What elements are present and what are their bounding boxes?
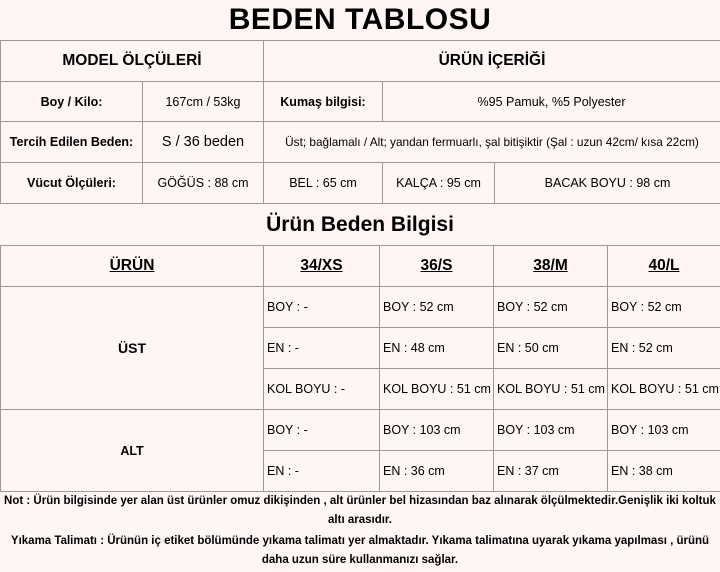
size-table — [0, 245, 720, 492]
table-cell: KOL BOYU : 51 cm — [380, 369, 494, 410]
fabric-value: %95 Pamuk, %5 Polyester — [383, 82, 720, 122]
size-header: 36/S — [380, 246, 494, 287]
table-cell: EN : 48 cm — [380, 328, 494, 369]
table-cell: BOY : 103 cm — [608, 410, 720, 451]
washing-instructions: Yıkama Talimatı : Ürünün iç etiket bölümünde yıkama talimatı yer almaktadır. Yıkama talimatına uyarak yıkama yapılması , ürünü daha uzun süre kullanmanızı sağlar. — [10, 535, 710, 566]
table-cell: EN : 38 cm — [608, 451, 720, 492]
bottom-garment-label: ALT — [1, 410, 264, 492]
height-weight-label: Boy / Kilo: — [1, 82, 143, 122]
waist-measure: BEL : 65 cm — [264, 163, 383, 204]
fabric-label: Kumaş bilgisi: — [264, 82, 383, 122]
product-description: Üst; bağlamalı / Alt; yandan fermuarlı, şal bitişiktir (Şal : uzun 42cm/ kısa 22cm) — [264, 122, 720, 163]
measurement-note: Not : Ürün bilgisinde yer alan üst ürünler omuz dikişinden , alt ürünler bel hizasından baz alınarak ölçülmektedir.Genişlik iki koltuk altı arasıdır. — [4, 495, 716, 526]
table-cell: BOY : 52 cm — [608, 287, 720, 328]
table-cell: BOY : 103 cm — [494, 410, 608, 451]
preferred-size-value: S / 36 beden — [143, 122, 264, 163]
table-cell: EN : - — [264, 451, 380, 492]
leg-length-measure: BACAK BOYU : 98 cm — [495, 163, 720, 204]
size-header: 40/L — [608, 246, 720, 287]
table-row — [1, 410, 720, 451]
body-measures-label: Vücut Ölçüleri: — [1, 163, 143, 204]
table-cell: BOY : 52 cm — [494, 287, 608, 328]
size-header: 38/M — [494, 246, 608, 287]
table-cell: EN : 37 cm — [494, 451, 608, 492]
height-weight-value: 167cm / 53kg — [143, 82, 264, 122]
table-cell: BOY : - — [264, 410, 380, 451]
model-info-table — [0, 40, 720, 204]
table-cell: EN : 50 cm — [494, 328, 608, 369]
notes-section — [0, 492, 720, 570]
size-header: 34/XS — [264, 246, 380, 287]
table-cell: EN : - — [264, 328, 380, 369]
table-cell: KOL BOYU : 51 cm — [494, 369, 608, 410]
size-section-title: Ürün Beden Bilgisi — [266, 213, 454, 236]
table-cell: KOL BOYU : - — [264, 369, 380, 410]
top-garment-label: ÜST — [1, 287, 264, 410]
preferred-size-label: Tercih Edilen Beden: — [1, 122, 143, 163]
table-cell: BOY : 52 cm — [380, 287, 494, 328]
page-title: BEDEN TABLOSU — [228, 3, 492, 36]
chest-measure: GÖĞÜS : 88 cm — [143, 163, 264, 204]
product-column-header: ÜRÜN — [1, 246, 264, 287]
model-measures-header: MODEL ÖLÇÜLERİ — [1, 41, 264, 82]
table-cell: BOY : - — [264, 287, 380, 328]
table-cell: BOY : 103 cm — [380, 410, 494, 451]
table-cell: KOL BOYU : 51 cm — [608, 369, 720, 410]
product-content-header: ÜRÜN İÇERİĞİ — [264, 41, 720, 82]
table-row — [1, 287, 720, 328]
table-cell: EN : 36 cm — [380, 451, 494, 492]
table-cell: EN : 52 cm — [608, 328, 720, 369]
hip-measure: KALÇA : 95 cm — [383, 163, 495, 204]
